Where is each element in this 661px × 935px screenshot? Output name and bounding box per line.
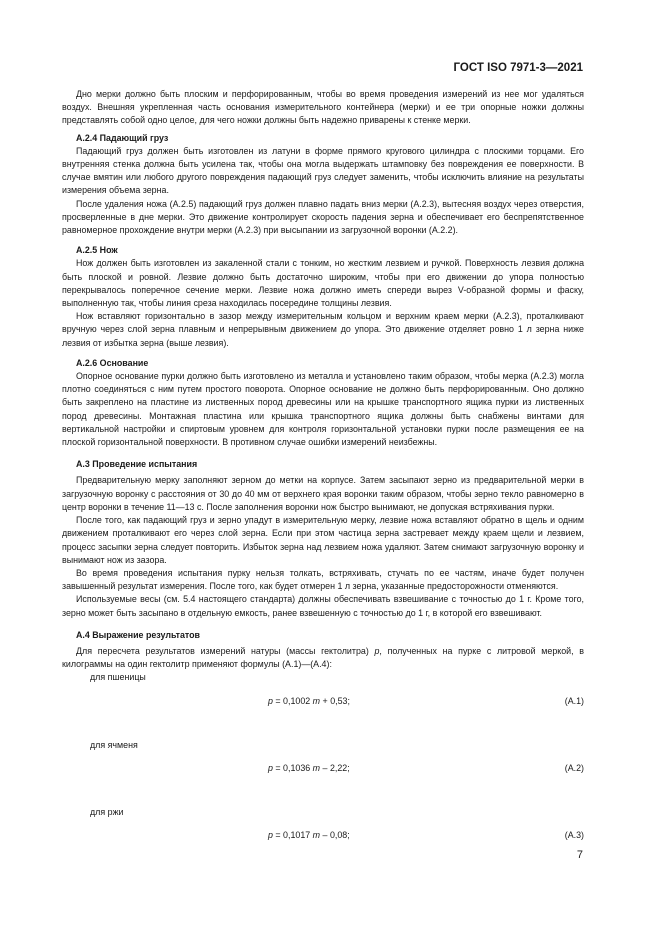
text-run: = 0,1036 <box>272 762 313 773</box>
formula-number: ( A.3 ) <box>565 829 584 842</box>
text-run: – 2,22; <box>320 762 350 773</box>
formula-number: ( A.1 ) <box>565 695 584 708</box>
document-id-header: ГОСТ ISO 7971-3—2021 <box>453 62 583 74</box>
variable-m: m <box>312 695 321 706</box>
section-heading-a26: А.2.6 Основание <box>76 357 149 368</box>
paragraph: Во время проведения испытания пурку нельзя толкать, встряхивать, стучать по ее частям, иначе будет получен завышенный результат измерения. После того, как будет отмерен 1 л зерна, указанные предосторожности отменяются. <box>62 567 584 592</box>
variable-m: m <box>312 829 321 840</box>
formula-a1 <box>62 695 584 709</box>
paragraph: Опорное основание пурки должно быть изготовлено из металла и установлено таким образом, чтобы мерка (А.2.3) могла плотно соединяться с ним путем простого поворота. Опорное основание не должно быть перфорированным. Оно должно быть закреплено на пластине из лиственных пород древесины или на крышке транспортного ящика пурки из лиственных пород древесины. Монтажная пластина или крышка транспортного ящика должны быть снабжены винтами для вертикальной настройки и спиртовым уровнем для контроля горизонтальной установки пурки после размещения ее на плоской горизонтальной поверхности. В противном случае ошибки измерений неизбежны. <box>62 371 584 448</box>
section-heading-a25: А.2.5 Нож <box>76 245 118 256</box>
text-run: – 0,08; <box>320 829 350 840</box>
text-run: Для пересчета результатов измерений натуры (массы гектолитра) <box>76 645 375 656</box>
paragraph: После того, как падающий груз и зерно упадут в измерительную мерку, лезвие ножа вставляют обратно в щель и одним движением проталкивают его через слой зерна. Если при этом частица зерна застревает между краем щели и лезвием, процесс засыпки зерна следует повторить. Избыток зерна над лезвием ножа удаляют. Затем снимают загрузочную воронку и вынимают нож из зазора. <box>62 515 584 565</box>
formula-label-barley: для ячменя <box>90 739 138 750</box>
formula-expression <box>268 829 350 842</box>
paragraph: Используемые весы (см. 5.4 настоящего стандарта) должны обеспечивать взвешивание с точностью до 1 г. Кроме того, зерно может быть засыпано в отдельную емкость, ранее взвешенную с точностью до 1 г, в которой его взвешивают. <box>62 594 584 618</box>
variable-p: p <box>268 762 273 773</box>
formula-a2 <box>62 762 584 776</box>
formula-a3 <box>62 829 584 843</box>
text-run: , полученных на пурке с литровой меркой, в килограммы на один гектолитр применяют формулы (А.1)—(А.4): <box>62 645 585 670</box>
intro-paragraph: Дно мерки должно быть плоским и перфорированным, чтобы во время проведения измерений из нее мог удаляться воздух. Внешняя укрепленная часть основания измерительного контейнера (мерки) и ее три опорные ножки должны представлять собой одно целое, для чего ножки должны быть надежно приварены к стенке мерки. <box>62 89 584 126</box>
text-run: + 0,53; <box>320 695 350 706</box>
variable-p: p <box>268 829 273 840</box>
variable-p: p <box>374 645 380 656</box>
paragraph: Предварительную мерку заполняют зерном до метки на корпусе. Затем засыпают зерно из предварительной мерки в загрузочную воронку с расстояния от 30 до 40 мм от верхнего края воронки таким образом, чтобы зерно текло равномерно в центр воронки в течение 11—13 с. После заполнения воронки нож быстро вынимают, не допуская встряхивания пурки. <box>62 475 584 512</box>
variable-p: p <box>268 695 273 706</box>
page-number: 7 <box>576 849 583 861</box>
section-heading-a24: А.2.4 Падающий груз <box>76 132 169 143</box>
variable-m: m <box>312 762 321 773</box>
formula-expression <box>268 762 350 775</box>
formula-expression <box>268 695 350 708</box>
section-heading-a4: А.4 Выражение результатов <box>76 629 201 640</box>
page-content <box>62 88 584 843</box>
paragraph: Нож вставляют горизонтально в зазор между измерительным кольцом и верхним краем мерки (А.2.3), проталкивают вручную через слой зерна плавным и непрерывным движением до упора. Это движение отделяет ровно 1 л зерна ниже лезвия от избытка зерна (выше лезвия). <box>62 311 584 348</box>
paragraph: Нож должен быть изготовлен из закаленной стали с тонким, но жестким лезвием и ручкой. Поверхность лезвия должна быть плоской и ровной. Лезвие должно быть достаточно широким, чтобы при его движении до упора полностью перекрывалось поперечное сечение мерки. Лезвие ножа должно иметь спереди вырез V-образной формы и фаску, выполненную так, чтобы линия среза находилась посередине толщины лезвия. <box>62 258 584 309</box>
text-run: = 0,1017 <box>272 829 313 840</box>
paragraph <box>62 645 584 671</box>
formula-label-rye: для ржи <box>90 806 124 817</box>
section-heading-a3: А.3 Проведение испытания <box>76 459 198 470</box>
paragraph: После удаления ножа (А.2.5) падающий груз должен плавно падать вниз мерки (А.2.3), вытесняя воздух через отверстия, просверленные в дне мерки. Это движение контролирует скорость падения зерна и обеспечивает его беспрепятственное равномерное прохождение внутри мерки (А.2.3) при высыпании из загрузочной воронки (А.2.2). <box>62 198 584 236</box>
text-run: = 0,1002 <box>272 695 313 706</box>
formula-label-wheat: для пшеницы <box>90 672 146 683</box>
paragraph: Падающий груз должен быть изготовлен из латуни в форме прямого кругового цилиндра с плоскими торцами. Его внутренняя стенка должна быть усилена так, чтобы она могла выдержать штамповку без повреждения ее поверхности. В случае вмятин или любого другого повреждения падающий груз следует заменить, чтобы исключить влияние на результаты измерения объема зерна. <box>62 145 584 196</box>
formula-number: ( A.2 ) <box>565 762 584 775</box>
